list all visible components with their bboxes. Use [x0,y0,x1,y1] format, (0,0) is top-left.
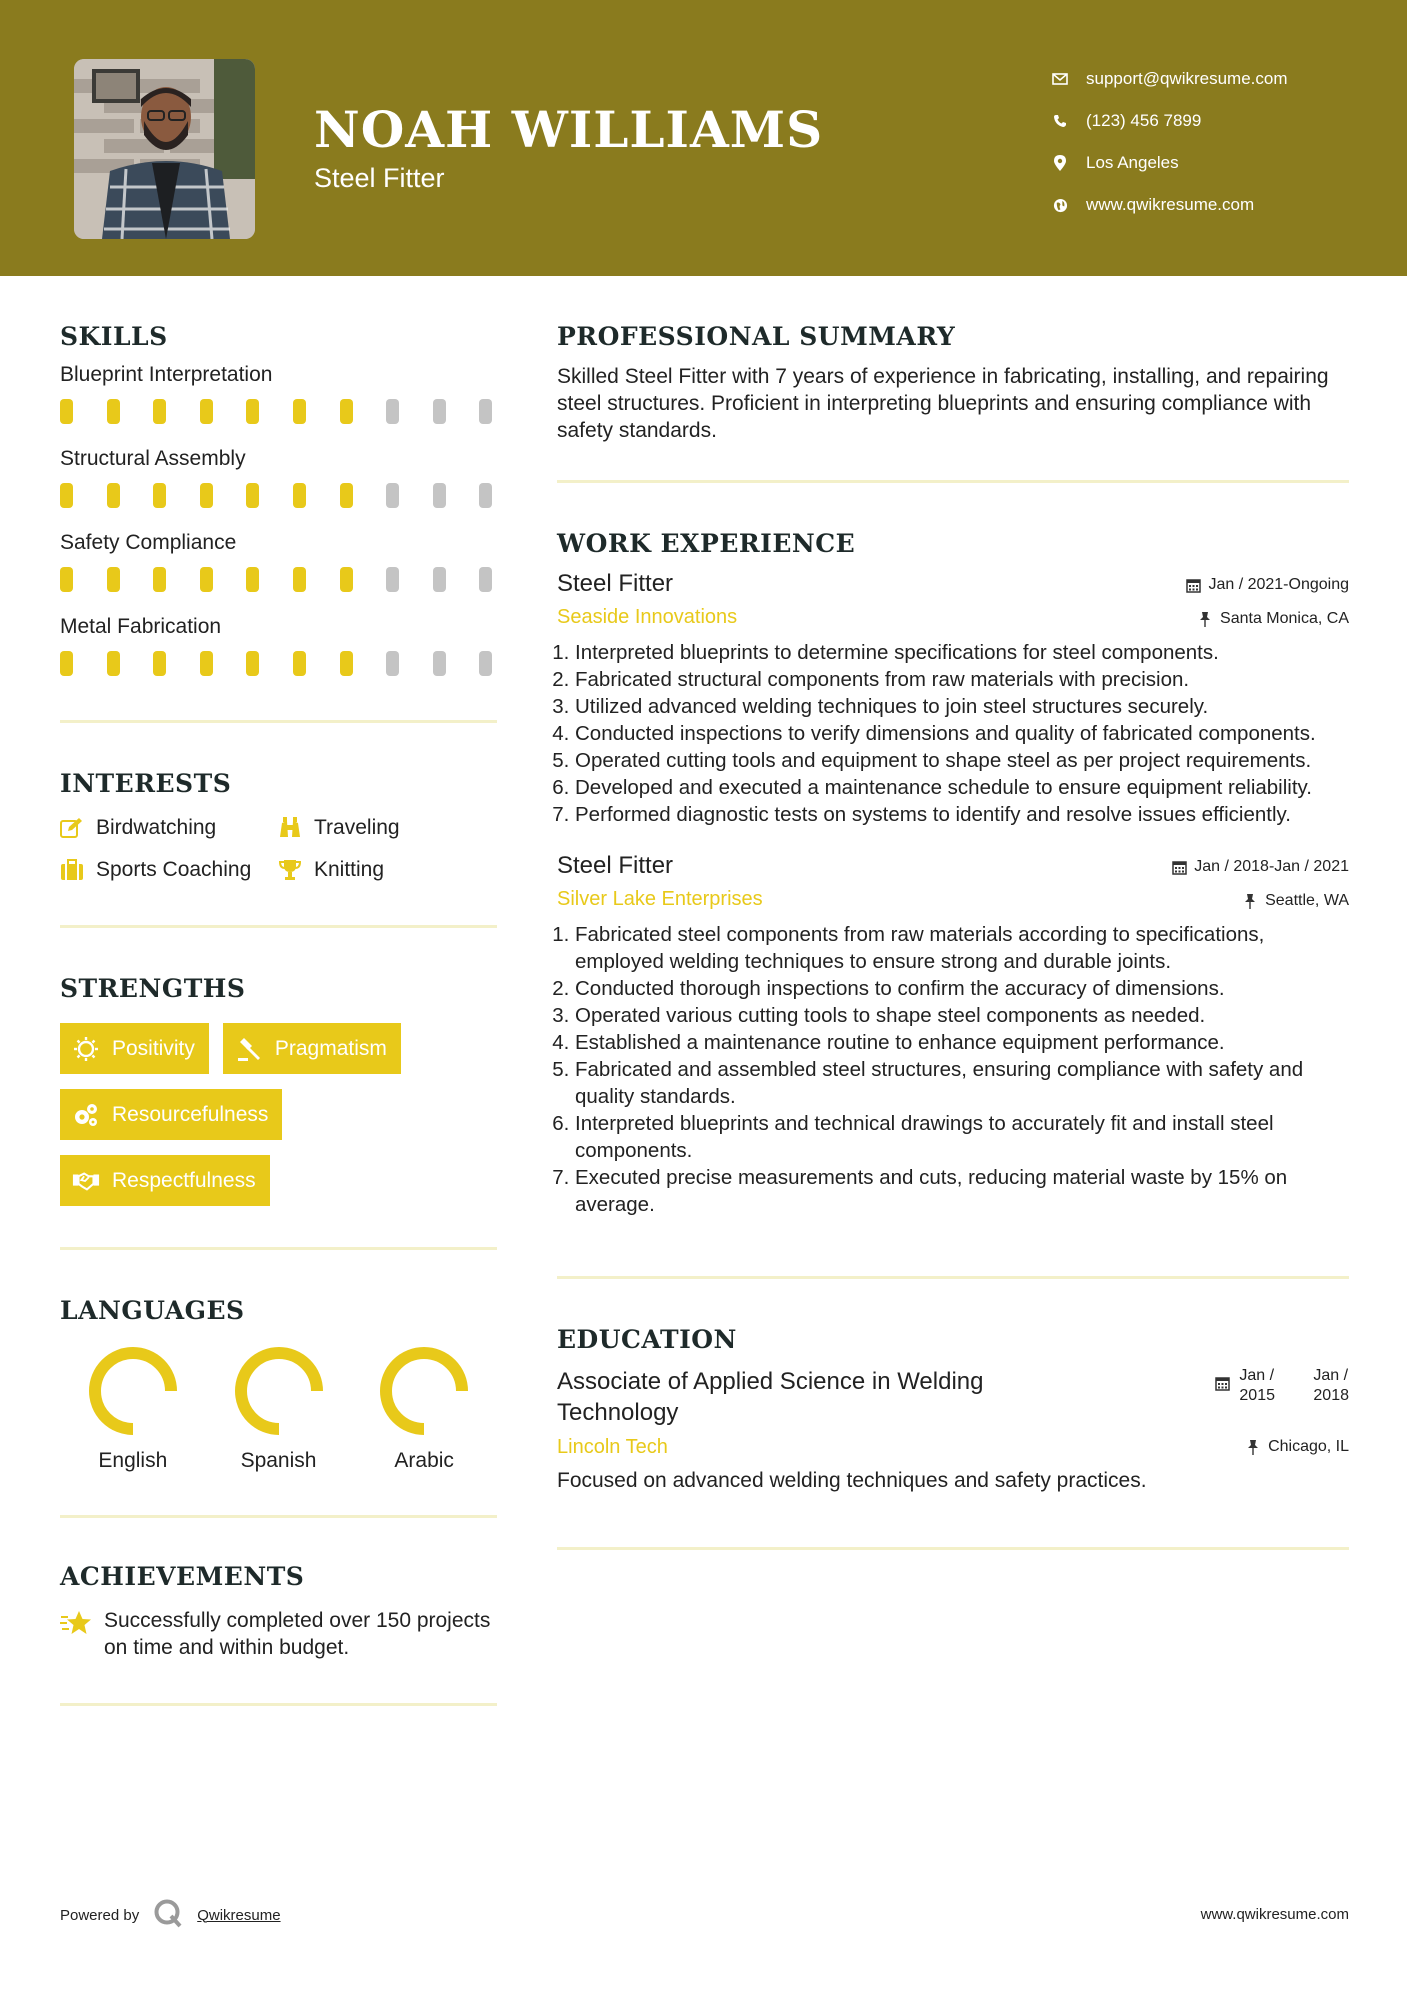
job-duties-list [557,921,1349,1218]
job-duty: 5. Operated cutting tools and equipment to shape steel as per project requirements. [575,747,1349,774]
skill-name: Safety Compliance [60,531,237,554]
skill-name: Structural Assembly [60,447,246,470]
education-dates [1215,1366,1349,1406]
section-divider [557,480,1349,483]
skills-section [60,322,497,676]
language-item [60,1345,206,1473]
job-duty: 5. Fabricated and assembled steel structures, ensuring compliance with safety and quality standards. [575,1056,1349,1110]
skill-pip-filled [200,483,213,508]
skill-pip-filled [340,483,353,508]
skill-item [60,615,497,676]
strength-chip [223,1023,401,1074]
pushpin-icon [1242,893,1258,909]
education-header [557,1366,1349,1428]
interest-label: Knitting [314,858,385,881]
language-proficiency-ring [87,1345,179,1437]
strength-chip [60,1023,209,1074]
section-divider [60,925,497,928]
job-duty: 6. Developed and executed a maintenance schedule to ensure equipment reliability. [575,774,1349,801]
job-header [557,570,1349,598]
star-icon [60,1609,92,1637]
language-item [351,1345,497,1473]
skill-name: Blueprint Interpretation [60,363,273,386]
pushpin-icon [1197,611,1213,627]
education-school: Lincoln Tech [557,1436,668,1458]
achievement-text: Successfully completed over 150 projects on time and within budget. [104,1609,491,1659]
skill-pip-empty [479,483,492,508]
education-location-text: Chicago, IL [1268,1438,1349,1455]
strength-chip [60,1155,270,1206]
skill-pip-filled [200,651,213,676]
section-divider [557,1547,1349,1550]
skill-pip-filled [107,651,120,676]
strengths-list [60,1023,497,1221]
job-dates-text: Jan / 2018-Jan / 2021 [1194,858,1349,875]
job-entry [557,570,1349,828]
skill-pip-filled [200,567,213,592]
job-dates-text: Jan / 2021-Ongoing [1208,576,1349,593]
gears-icon [72,1101,100,1129]
strength-label: Respectfulness [112,1168,256,1192]
pencil-edit-icon [60,816,84,840]
skill-pip-empty [479,567,492,592]
language-name: Spanish [240,1449,317,1472]
job-duty: 7. Performed diagnostic tests on systems to identify and resolve issues efficiently. [575,801,1349,828]
skill-pip-filled [60,651,73,676]
job-duty: 3. Utilized advanced welding techniques to join steel structures securely. [575,693,1349,720]
skill-pip-empty [433,567,446,592]
phone-icon [1050,111,1070,131]
footer-powered-by [60,1898,281,1932]
job-duty: 2. Conducted thorough inspections to confirm the accuracy of dimensions. [575,975,1349,1002]
skill-pip-filled [340,567,353,592]
summary-text: Skilled Steel Fitter with 7 years of experience in fabricating, installing, and repairing steel structures. Proficient in interpreting blueprints and ensuring compliance with safety standards. [557,365,1329,442]
job-dates [1185,576,1349,594]
education-section [557,1325,1349,1493]
job-duty: 4. Established a maintenance routine to enhance equipment performance. [575,1029,1349,1056]
achievement-item [60,1607,497,1661]
job-location [1242,892,1349,910]
job-duty: 2. Fabricated structural components from raw materials with precision. [575,666,1349,693]
contact-website-text: www.qwikresume.com [1086,195,1255,214]
job-title: Steel Fitter [557,852,674,879]
qwikresume-logo-icon [153,1898,183,1932]
language-proficiency-ring [233,1345,325,1437]
skill-pip-filled [246,651,259,676]
education-end [1313,1366,1349,1406]
strength-label: Resourcefulness [112,1102,269,1126]
education-start-year: 2015 [1239,1387,1275,1404]
sun-icon [72,1035,100,1063]
job-company: Silver Lake Enterprises [557,888,763,910]
education-start [1239,1366,1313,1406]
skill-pip-filled [246,483,259,508]
skill-pip-filled [153,651,166,676]
skill-pip-filled [153,483,166,508]
job-dates [1171,858,1349,876]
skill-pip-filled [107,483,120,508]
strengths-title: STRENGTHS [60,974,246,1003]
skill-pip-empty [433,483,446,508]
contact-email-text: support@qwikresume.com [1086,69,1288,88]
skill-level-bar [60,567,497,592]
experience-title: WORK EXPERIENCE [557,529,856,558]
contact-list [1050,58,1288,226]
strength-label: Pragmatism [274,1036,387,1060]
language-name: Arabic [394,1449,454,1472]
summary-section [557,322,1349,444]
skill-pip-empty [479,399,492,424]
handshake-icon [72,1167,100,1195]
skill-item [60,447,497,508]
section-divider [60,1515,497,1518]
right-column [557,322,1349,1550]
left-column [60,322,497,1706]
skill-name: Metal Fabrication [60,615,222,638]
achievements-section [60,1562,497,1661]
job-duty: 3. Operated various cutting tools to shape steel components as needed. [575,1002,1349,1029]
skill-pip-filled [153,567,166,592]
language-proficiency-ring [378,1345,470,1437]
skill-pip-empty [433,651,446,676]
education-description: Focused on advanced welding techniques and safety practices. [557,1469,1147,1492]
contact-location [1050,142,1288,184]
experience-section [557,529,1349,1218]
section-divider [60,1703,497,1706]
job-location-text: Seattle, WA [1265,892,1349,909]
skill-pip-filled [293,567,306,592]
skill-pip-empty [386,483,399,508]
gavel-icon [235,1035,263,1063]
job-company: Seaside Innovations [557,606,738,628]
interest-item [278,858,488,882]
interest-label: Birdwatching [96,816,217,839]
job-location [1197,610,1349,628]
interest-item [60,858,278,882]
contact-email[interactable] [1050,58,1288,100]
skill-pip-filled [60,399,73,424]
skill-pip-filled [60,483,73,508]
skill-pip-filled [246,567,259,592]
contact-phone[interactable] [1050,100,1288,142]
header-band [0,0,1407,276]
job-subheader [557,606,1349,629]
job-duty: 7. Executed precise measurements and cuts, reducing material waste by 15% on average. [575,1164,1349,1218]
skill-level-bar [60,399,497,424]
language-name: English [98,1449,168,1472]
location-pin-icon [1050,153,1070,173]
skill-pip-filled [200,399,213,424]
skill-pip-filled [107,567,120,592]
contact-website[interactable] [1050,184,1288,226]
education-subheader [557,1436,1349,1459]
strength-chip [60,1089,282,1140]
languages-list [60,1345,497,1473]
skill-item [60,363,497,424]
contact-phone-text: (123) 456 7899 [1086,111,1202,130]
skill-pip-filled [293,651,306,676]
calendar-icon [1215,1376,1231,1392]
skill-pip-empty [386,399,399,424]
job-duties-list [557,639,1349,828]
section-divider [557,1276,1349,1279]
skill-pip-filled [153,399,166,424]
skill-pip-empty [479,651,492,676]
job-entry [557,852,1349,1218]
pushpin-icon [1245,1439,1261,1455]
profile-photo [74,59,255,239]
education-end-year: 2018 [1313,1387,1349,1404]
interests-section [60,769,497,882]
skill-item [60,531,497,592]
skill-pip-empty [386,567,399,592]
skill-pip-filled [340,651,353,676]
section-divider [60,720,497,723]
candidate-role: Steel Fitter [314,163,445,193]
job-duty: 4. Conducted inspections to verify dimensions and quality of fabricated components. [575,720,1349,747]
job-header [557,852,1349,880]
contact-location-text: Los Angeles [1086,153,1179,172]
trophy-icon [278,858,302,882]
job-duty: 1. Fabricated steel components from raw materials according to specifications, employed welding techniques to ensure strong and durable joints. [575,921,1349,975]
achievements-title: ACHIEVEMENTS [60,1562,305,1591]
briefcase-icon [60,858,84,882]
education-end-month: Jan / [1313,1367,1349,1384]
education-degree: Associate of Applied Science in Welding Technology [557,1368,984,1426]
binoculars-icon [278,816,302,840]
interests-grid [60,816,497,882]
strength-label: Positivity [112,1036,195,1060]
powered-by-text: Powered by [60,1906,140,1924]
skill-pip-filled [246,399,259,424]
languages-title: LANGUAGES [60,1296,245,1325]
skill-level-bar [60,483,497,508]
languages-section [60,1296,497,1473]
education-start-month: Jan / [1239,1367,1275,1384]
interest-item [278,816,488,840]
envelope-icon [1050,69,1070,89]
language-item [206,1345,352,1473]
interest-label: Sports Coaching [96,858,252,881]
skills-title: SKILLS [60,322,168,351]
job-location-text: Santa Monica, CA [1220,610,1349,627]
skill-pip-filled [293,399,306,424]
interest-item [60,816,278,840]
skill-pip-filled [107,399,120,424]
job-duty: 6. Interpreted blueprints and technical drawings to accurately fit and install steel components. [575,1110,1349,1164]
skill-level-bar [60,651,497,676]
interests-title: INTERESTS [60,769,232,798]
candidate-name: NOAH WILLIAMS [314,100,824,159]
skill-pip-filled [60,567,73,592]
skill-pip-filled [340,399,353,424]
job-title: Steel Fitter [557,570,674,597]
footer-url[interactable]: www.qwikresume.com [1200,1906,1349,1923]
calendar-icon [1185,577,1201,593]
job-duty: 1. Interpreted blueprints to determine specifications for steel components. [575,639,1349,666]
skill-pip-filled [293,483,306,508]
education-title: EDUCATION [557,1325,737,1354]
qwikresume-link[interactable]: Qwikresume [197,1906,281,1924]
job-subheader [557,888,1349,911]
skill-pip-empty [386,651,399,676]
skill-pip-empty [433,399,446,424]
education-location [1245,1438,1349,1456]
strengths-section [60,974,497,1221]
calendar-icon [1171,859,1187,875]
summary-title: PROFESSIONAL SUMMARY [557,322,956,351]
section-divider [60,1247,497,1250]
interest-label: Traveling [314,816,400,839]
globe-icon [1050,195,1070,215]
